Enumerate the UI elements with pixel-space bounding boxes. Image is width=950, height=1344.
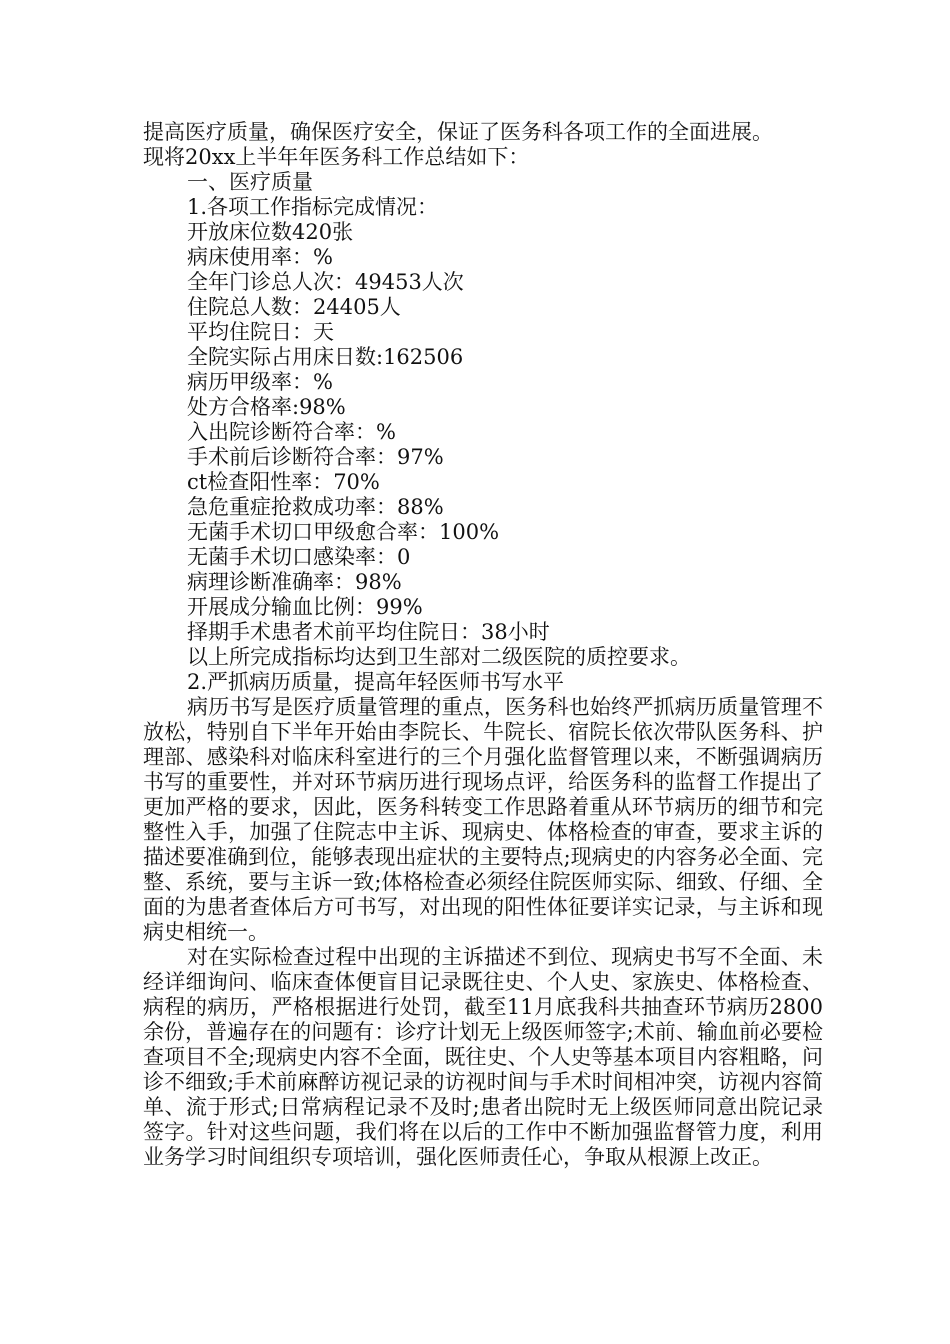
indicator-item: 全年门诊总人次：49453人次 — [187, 270, 464, 294]
indicator-item: 手术前后诊断符合率：97% — [187, 445, 444, 469]
subsection-heading: 1.各项工作指标完成情况： — [187, 195, 439, 219]
indicator-item: ct检查阳性率：70% — [187, 470, 380, 494]
body-paragraph: 对在实际检查过程中出现的主诉描述不到位、现病史书写不全面、未经详细询问、临床查体便盲目记录既往史、个人史、家族史、体格检查、病程的病历，严格根据进行处罚，截至11月底我科共抽查环节病历2800余份，普遍存在的问题有：诊疗计划无上级医师签字;术前、输血前必要检查项目不全;现病史内容不全面，既往史、个人史等基本项目内容粗略，问诊不细致;手术前麻醉访视记录的访视时间与手术时间相冲突，访视内容简单、流于形式;日常病程记录不及时;患者出院时无上级医师同意出院记录签字。针对这些问题，我们将在以后的工作中不断加强监督管力度，利用业务学习时间组织专项培训，强化医师责任心，争取从根源上改正。 — [143, 945, 823, 1169]
indicator-list — [143, 220, 823, 645]
intro-line: 现将20xx上半年年医务科工作总结如下： — [143, 145, 530, 169]
indicators-summary: 以上所完成指标均达到卫生部对二级医院的质控要求。 — [187, 645, 691, 669]
indicator-item: 处方合格率:98% — [187, 395, 346, 419]
indicator-item: 择期手术患者术前平均住院日：38小时 — [187, 620, 550, 644]
indicator-item: 急危重症抢救成功率：88% — [187, 495, 444, 519]
subsection-heading: 2.严抓病历质量，提高年轻医师书写水平 — [187, 670, 565, 694]
intro-line: 提高医疗质量，确保医疗安全，保证了医务科各项工作的全面进展。 — [143, 120, 773, 144]
indicator-item: 无菌手术切口感染率：0 — [187, 545, 411, 569]
indicator-item: 入出院诊断符合率：% — [187, 420, 396, 444]
indicator-item: 无菌手术切口甲级愈合率：100% — [187, 520, 500, 544]
body-paragraph: 病历书写是医疗质量管理的重点，医务科也始终严抓病历质量管理不放松，特别自下半年开始由李院长、牛院长、宿院长依次带队医务科、护理部、感染科对临床科室进行的三个月强化监督管理以来，不断强调病历书写的重要性，并对环节病历进行现场点评，给医务科的监督工作提出了更加严格的要求，因此，医务科转变工作思路着重从环节病历的细节和完整性入手，加强了住院志中主诉、现病史、体格检查的审查，要求主诉的描述要准确到位，能够表现出症状的主要特点;现病史的内容务必全面、完整、系统，要与主诉一致;体格检查必须经住院医师实际、细致、仔细、全面的为患者查体后方可书写，对出现的阳性体征要详实记录，与主诉和现病史相统一。 — [143, 695, 823, 944]
indicator-item: 开展成分输血比例：99% — [187, 595, 423, 619]
indicator-item: 病理诊断准确率：98% — [187, 570, 402, 594]
indicator-item: 病床使用率：% — [187, 245, 333, 269]
indicator-item: 病历甲级率：% — [187, 370, 333, 394]
section-heading: 一、医疗质量 — [187, 170, 313, 194]
indicator-item: 住院总人数：24405人 — [187, 295, 401, 319]
indicator-item: 平均住院日：天 — [187, 320, 334, 344]
indicator-item: 全院实际占用床日数:162506 — [187, 345, 464, 369]
document-body — [143, 120, 823, 1170]
indicator-item: 开放床位数420张 — [187, 220, 354, 244]
